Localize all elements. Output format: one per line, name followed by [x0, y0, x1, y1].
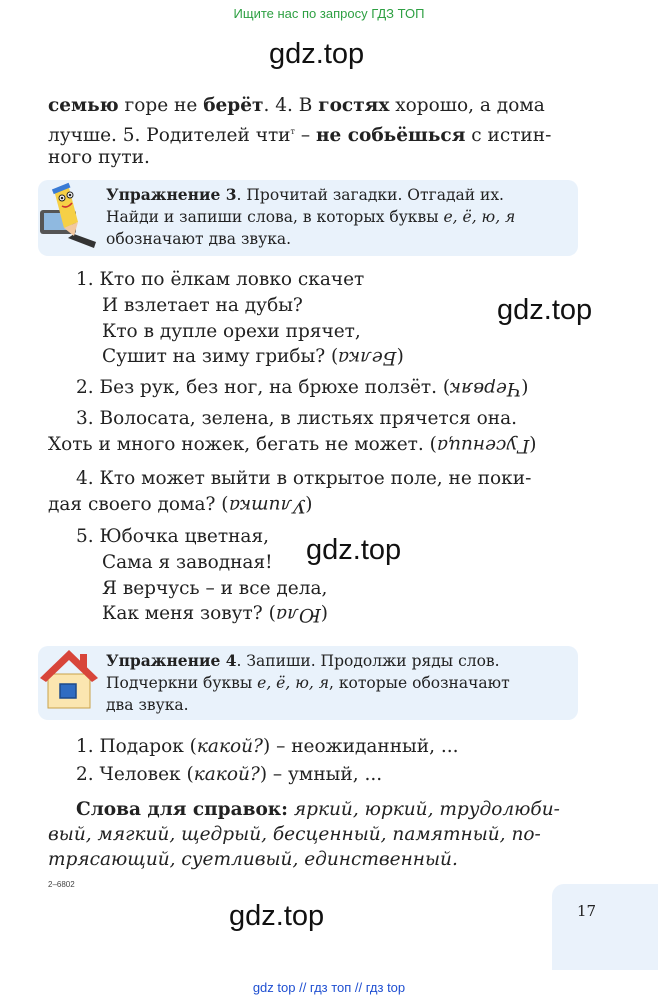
riddle-3-line-2: Хоть и много ножек, бегать не может. (Гусеница)	[48, 434, 537, 456]
riddle-3-answer: Гусеница	[436, 435, 530, 456]
riddle-5-answer: Юла	[275, 604, 321, 625]
intro-line-3: ного пути.	[48, 147, 150, 168]
riddle-1-answer: Белка	[338, 347, 397, 368]
watermark: gdz.top	[269, 38, 365, 70]
intro-line-2: лучше. 5. Родителей чти$^т$ – не собьёшься с истин-	[48, 125, 552, 147]
reference-line-1: Слова для справок: яркий, юркий, трудолюби-	[76, 799, 560, 820]
riddle-2-answer: Червяк	[450, 378, 522, 399]
riddle-2: 2. Без рук, без ног, на брюхе ползёт. (Червяк)	[76, 377, 529, 399]
exercise-4-line-3: два звука.	[106, 696, 189, 714]
print-code: 2–6802	[48, 880, 75, 889]
reference-line-2: вый, мягкий, щедрый, бесценный, памятный, по-	[48, 824, 541, 845]
watermark: gdz.top	[229, 900, 325, 932]
exercise-3-line-1: Упражнение 3. Прочитай загадки. Отгадай их.	[106, 185, 504, 204]
intro-line-1: семью горе не берёт. 4. В гостях хорошо, а дома	[48, 95, 545, 116]
riddle-5-line-3: Я верчусь – и все дела,	[102, 578, 328, 599]
riddle-1-line-2: И взлетает на дубы?	[102, 295, 303, 316]
page-number: 17	[577, 902, 597, 920]
bottom-links[interactable]: gdz top // гдз топ // гдз top	[252, 980, 406, 995]
riddle-5-line-1: 5. Юбочка цветная,	[76, 526, 269, 547]
exercise-3-line-2: Найди и запиши слова, в которых буквы е, ё, ю, я	[106, 208, 516, 226]
riddle-4-line-1: 4. Кто может выйти в открытое поле, не поки-	[76, 468, 532, 489]
exercise-4-line-2: Подчеркни буквы е, ё, ю, я, которые обозначают	[106, 674, 510, 692]
reference-line-3: трясающий, суетливый, единственный.	[48, 849, 458, 870]
watermark: gdz.top	[306, 534, 402, 566]
riddle-1-line-1: 1. Кто по ёлкам ловко скачет	[76, 269, 365, 290]
task-1: 1. Подарок (какой?) – неожиданный, ...	[76, 736, 459, 757]
riddle-4-answer: Улитка	[228, 495, 306, 516]
top-search-link[interactable]: Ищите нас по запросу ГДЗ ТОП	[233, 6, 425, 21]
exercise-4-line-1: Упражнение 4. Запиши. Продолжи ряды слов.	[106, 651, 500, 670]
watermark: gdz.top	[497, 294, 593, 326]
riddle-4-line-2: дая своего дома? (Улитка)	[48, 494, 313, 516]
riddle-5-line-4: Как меня зовут? (Юла)	[102, 603, 328, 625]
riddle-5-line-2: Сама я заводная!	[102, 552, 273, 573]
task-2: 2. Человек (какой?) – умный, ...	[76, 764, 383, 785]
riddle-1-line-4: Сушит на зиму грибы? (Белка)	[102, 346, 404, 368]
pencil-laptop-icon	[38, 182, 100, 250]
page-number-box	[552, 884, 658, 970]
riddle-3-line-1: 3. Волосата, зелена, в листьях прячется она.	[76, 408, 518, 429]
exercise-3-line-3: обозначают два звука.	[106, 230, 292, 248]
house-icon	[38, 644, 100, 712]
riddle-1-line-3: Кто в дупле орехи прячет,	[102, 321, 361, 342]
